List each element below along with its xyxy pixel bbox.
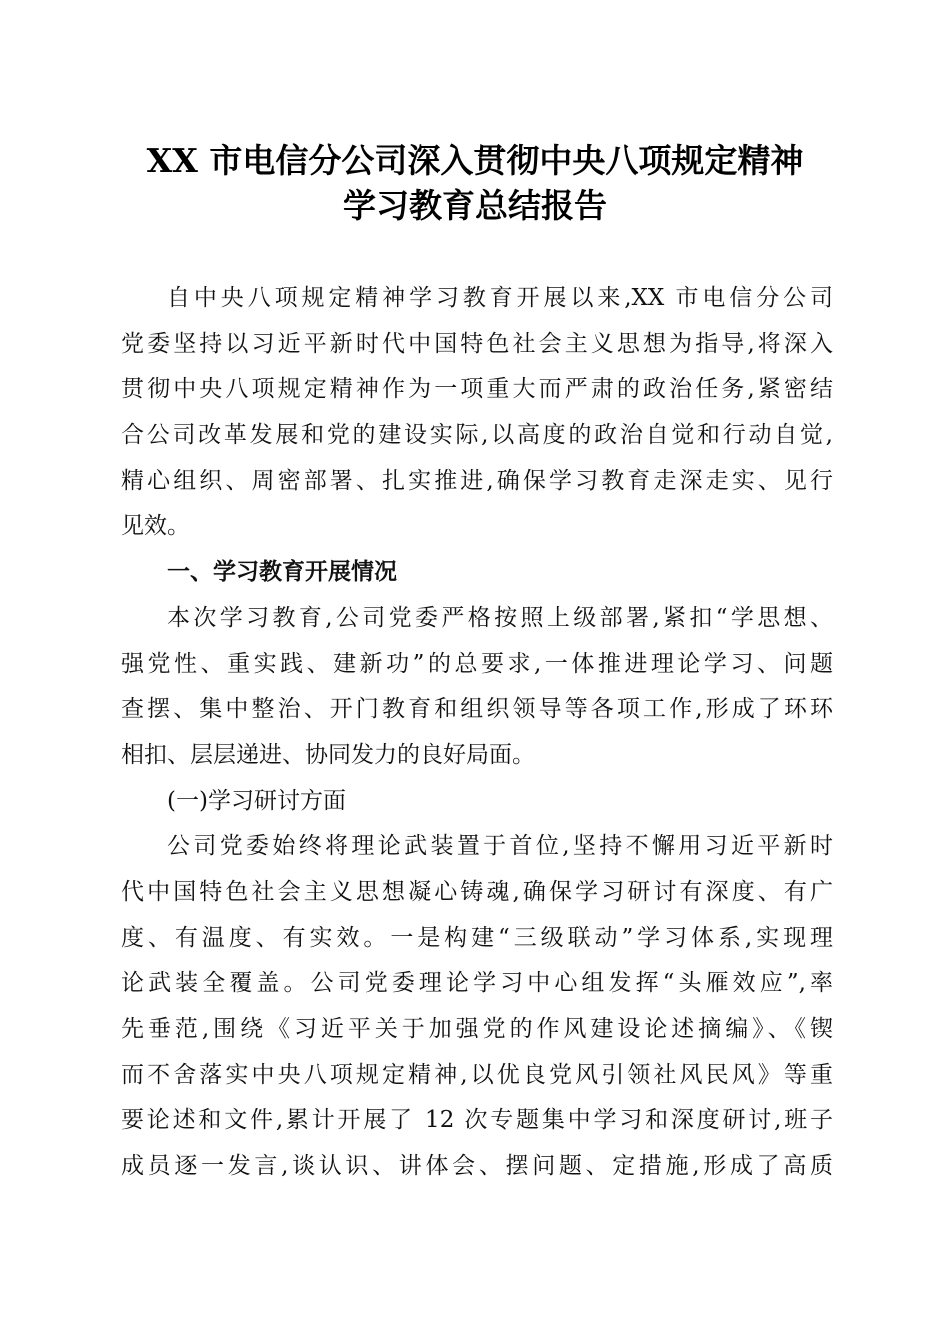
- text-line: 相扣、层层递进、协同发力的良好局面。: [121, 741, 535, 768]
- document-title-line-2: 学习教育总结报告: [343, 186, 607, 225]
- text-line: 贯彻中央八项规定精神作为一项重大而严肃的政治任务,紧密结: [121, 376, 833, 403]
- document-title-line-1: XX 市电信分公司深入贯彻中央八项规定精神: [146, 141, 804, 180]
- text-line: 合公司改革发展和党的建设实际,以高度的政治自觉和行动自觉,: [121, 422, 833, 449]
- paragraph-intro: [121, 276, 833, 550]
- paragraph-subsection-1: [121, 824, 833, 1190]
- text-line: 查摆、集中整治、开门教育和组织领导等各项工作,形成了环环: [121, 696, 833, 723]
- text-line: 强党性、重实践、建新功”的总要求,一体推进理论学习、问题: [121, 650, 833, 677]
- text-line: 而不舍落实中央八项规定精神,以优良党风引领社风民风》等重: [121, 1061, 833, 1088]
- text-line: 要论述和文件,累计开展了 12 次专题集中学习和深度研讨,班子: [121, 1107, 833, 1134]
- text-line: 成员逐一发言,谈认识、讲体会、摆问题、定措施,形成了高质: [121, 1153, 833, 1180]
- text-line: 自中央八项规定精神学习教育开展以来,XX 市电信分公司: [167, 285, 833, 311]
- document-body: [121, 276, 833, 1190]
- text-line: 度、有温度、有实效。一是构建“三级联动”学习体系,实现理: [121, 924, 833, 951]
- text-line: 精心组织、周密部署、扎实推进,确保学习教育走深走实、见行: [121, 467, 833, 494]
- text-line: 党委坚持以习近平新时代中国特色社会主义思想为指导,将深入: [121, 330, 833, 357]
- subsection-heading-1: (一)学习研讨方面: [167, 787, 346, 814]
- text-line: 代中国特色社会主义思想凝心铸魂,确保学习研讨有深度、有广: [121, 878, 833, 905]
- text-line: 先垂范,围绕《习近平关于加强党的作风建设论述摘编》、《锲: [121, 1016, 833, 1042]
- text-line: 本次学习教育,公司党委严格按照上级部署,紧扣“学思想、: [167, 604, 833, 631]
- text-line: 论武装全覆盖。公司党委理论学习中心组发挥“头雁效应”,率: [121, 970, 833, 997]
- text-line: 见效。: [121, 513, 190, 540]
- section-heading-1: 一、学习教育开展情况: [167, 559, 397, 586]
- paragraph-section-1: [121, 596, 833, 779]
- text-line: 公司党委始终将理论武装置于首位,坚持不懈用习近平新时: [167, 833, 833, 860]
